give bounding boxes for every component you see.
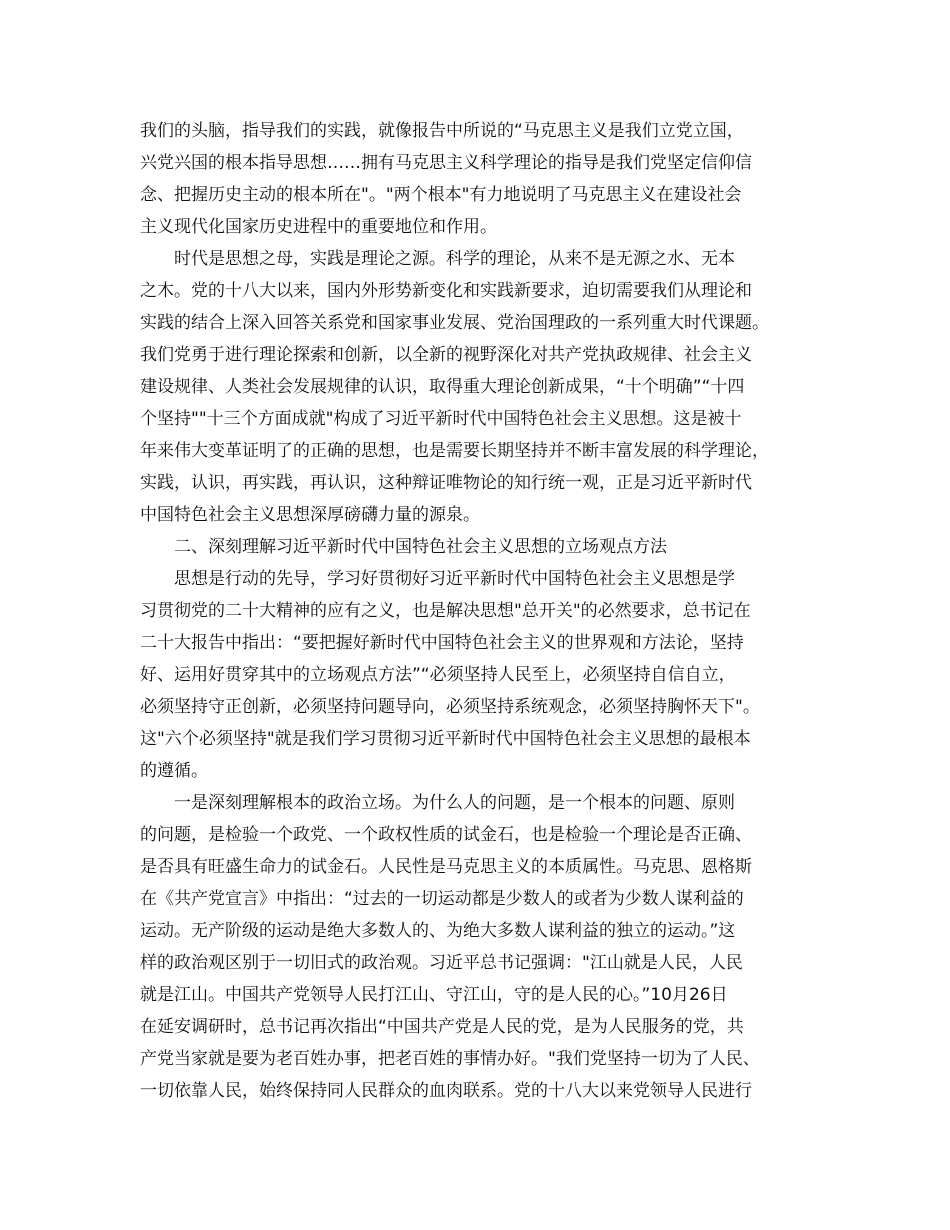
text-line: 念、把握历史主动的根本所在"。"两个根本"有力地说明了马克思主义在建设社会 [140, 185, 742, 205]
text-line: 中国特色社会主义思想深厚磅礴力量的源泉。 [140, 505, 480, 525]
text-line: 在《共产党宣言》中指出：“过去的一切运动都是少数人的或者为少数人谋利益的 [140, 889, 744, 909]
paragraph-start-line: 一是深刻理解根本的政治立场。为什么人的问题，是一个根本的问题、原则 [140, 793, 735, 813]
text-line: 习贯彻党的二十大精神的应有之义，也是解决思想"总开关"的必然要求，总书记在 [140, 601, 751, 621]
text-line: 好、运用好贯穿其中的立场观点方法”“必须坚持人民至上，必须坚持自信自立， [140, 665, 736, 685]
text-line: 建设规律、人类社会发展规律的认识，取得重大理论创新成果，“十个明确”“十四 [140, 377, 745, 397]
text-line: 年来伟大变革证明了的正确的思想，也是需要长期坚持并不断丰富发展的科学理论， [140, 441, 769, 461]
text-line: 二十大报告中指出：“要把握好新时代中国特色社会主义的世界观和方法论，坚持 [140, 633, 744, 653]
text-line: 样的政治观区别于一切旧式的政治观。习近平总书记强调："江山就是人民，人民 [140, 953, 743, 973]
section-heading: 二、深刻理解习近平新时代中国特色社会主义思想的立场观点方法 [140, 537, 667, 557]
text-line: 必须坚持守正创新，必须坚持问题导向，必须坚持系统观念，必须坚持胸怀天下"。 [140, 697, 760, 717]
text-line: 个坚持""十三个方面成就"构成了习近平新时代中国特色社会主义思想。这是被十 [140, 409, 742, 429]
text-line: 在延安调研时，总书记再次指出“中国共产党是人民的党，是为人民服务的党，共 [140, 1017, 744, 1037]
text-line: 这"六个必须坚持"就是我们学习贯彻习近平新时代中国特色社会主义思想的最根本 [140, 729, 751, 749]
body-text [140, 115, 830, 1107]
text-line: 主义现代化国家历史进程中的重要地位和作用。 [140, 217, 497, 237]
text-line: 的遵循。 [140, 761, 208, 781]
paragraph-start-line: 时代是思想之母，实践是理论之源。科学的理论，从来不是无源之水、无本 [140, 249, 735, 269]
text-line: 兴党兴国的根本指导思想……拥有马克思主义科学理论的指导是我们党坚定信仰信 [140, 153, 752, 173]
text-line: 之木。党的十八大以来，国内外形势新变化和实践新要求，迫切需要我们从理论和 [140, 281, 752, 301]
text-line: 就是江山。中国共产党领导人民打江山、守江山，守的是人民的心。”10月26日 [140, 985, 728, 1005]
text-line: 一切依靠人民，始终保持同人民群众的血肉联系。党的十八大以来党领导人民进行 [140, 1081, 752, 1101]
text-line: 我们的头脑，指导我们的实践，就像报告中所说的“马克思主义是我们立党立国， [140, 121, 744, 141]
text-line: 产党当家就是要为老百姓办事，把老百姓的事情办好。"我们党坚持一切为了人民、 [140, 1049, 760, 1069]
paragraph-start-line: 思想是行动的先导，学习好贯彻好习近平新时代中国特色社会主义思想是学 [140, 569, 735, 589]
text-line: 我们党勇于进行理论探索和创新，以全新的视野深化对共产党执政规律、社会主义 [140, 345, 752, 365]
text-line: 实践的结合上深入回答关系党和国家事业发展、党治国理政的一系列重大时代课题。 [140, 313, 769, 333]
text-line: 实践，认识，再实践，再认识，这种辩证唯物论的知行统一观，正是习近平新时代 [140, 473, 752, 493]
text-line: 的问题，是检验一个政党、一个政权性质的试金石，也是检验一个理论是否正确、 [140, 825, 752, 845]
text-line: 是否具有旺盛生命力的试金石。人民性是马克思主义的本质属性。马克思、恩格斯 [140, 857, 752, 877]
text-line: 运动。无产阶级的运动是绝大多数人的、为绝大多数人谋利益的独立的运动。”这 [140, 921, 736, 941]
